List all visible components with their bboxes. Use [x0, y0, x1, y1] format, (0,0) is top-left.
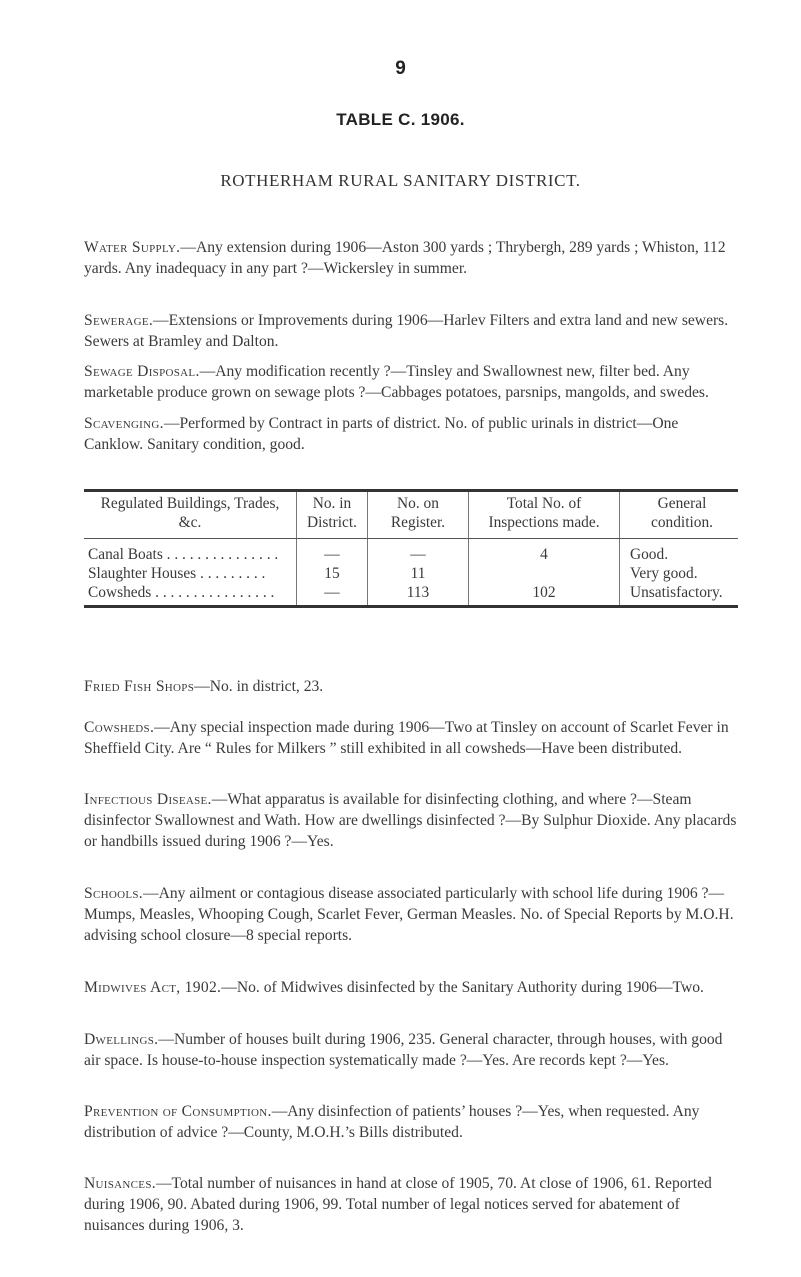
- sewage-disposal-paragraph: [84, 361, 740, 403]
- infectious-disease-heading: Infectious Disease.: [84, 791, 212, 808]
- midwives-text: —No. of Midwives disinfected by the Sanitary Authority during 1906—Two.: [221, 979, 704, 996]
- row-on-register: 11: [368, 564, 469, 583]
- scavenging-heading: Scavenging.: [84, 415, 164, 432]
- scavenging-text: —Performed by Contract in parts of district. No. of public urinals in district—One Canklow. Sanitary condition, good.: [84, 415, 679, 453]
- row-on-register: 113: [368, 583, 469, 607]
- infectious-disease-text: —What apparatus is available for disinfecting clothing, and where ?—Steam disinfector Swallownest and Wath. How are dwellings disinfected ?—By Sulphur Dioxide. Any placards or handbills issued during 1906 ?—Yes.: [84, 791, 737, 850]
- header-in-district: No. in District.: [297, 491, 368, 539]
- header-on-register: No. on Register.: [368, 491, 469, 539]
- schools-text: —Any ailment or contagious disease associated particularly with school life during 1906 ?—Mumps, Measles, Whooping Cough, Scarlet Fever, German Measles. No. of Special Reports by M.O.H. advising school closure—8 special reports.: [84, 885, 734, 944]
- table-row: [84, 539, 738, 565]
- dwellings-paragraph: [84, 1029, 740, 1071]
- row-name: Slaughter Houses . . . . . . . . .: [88, 565, 266, 582]
- header-buildings: Regulated Buildings, Trades, &c.: [84, 491, 297, 539]
- consumption-paragraph: [84, 1101, 740, 1143]
- nuisances-text: —Total number of nuisances in hand at close of 1905, 70. At close of 1906, 61. Reported during 1906, 90. Abated during 1906, 99. Total number of legal notices served for abatement of nuisances during 1906, 3.: [84, 1175, 712, 1234]
- sewerage-heading: Sewerage.: [84, 312, 154, 329]
- row-inspections: [469, 564, 620, 583]
- dwellings-heading: Dwellings.: [84, 1031, 159, 1048]
- water-supply-heading: Water Supply.: [84, 239, 181, 256]
- district-title: ROTHERHAM RURAL SANITARY DISTRICT.: [220, 171, 581, 190]
- midwives-paragraph: [84, 977, 740, 998]
- fried-fish-text: —No. in district, 23.: [194, 678, 324, 695]
- row-on-register: —: [368, 539, 469, 565]
- table-row: [84, 564, 738, 583]
- fried-fish-paragraph: [84, 676, 740, 697]
- header-inspections: Total No. of Inspections made.: [469, 491, 620, 539]
- fried-fish-heading: Fried Fish Shops: [84, 678, 195, 695]
- table-row: [84, 583, 738, 607]
- row-in-district: 15: [297, 564, 368, 583]
- schools-paragraph: [84, 883, 740, 946]
- schools-heading: Schools.: [84, 885, 143, 902]
- midwives-heading: Midwives Act, 1902.: [84, 979, 222, 996]
- row-condition: Unsatisfactory.: [620, 583, 739, 607]
- row-condition: Good.: [620, 539, 739, 565]
- consumption-heading: Prevention of Consumption.: [84, 1103, 272, 1120]
- sewerage-paragraph: [84, 310, 740, 352]
- cowsheds-paragraph: [84, 717, 740, 759]
- dwellings-text: —Number of houses built during 1906, 235. General character, through houses, with good air space. Is house-to-house inspection systematically made ?—Yes. Are records kept ?—Yes.: [84, 1031, 723, 1069]
- row-name: Canal Boats . . . . . . . . . . . . . . .: [88, 546, 279, 563]
- consumption-text: —Any disinfection of patients’ houses ?—Yes, when requested. Any distribution of advice ?—County, M.O.H.’s Bills distributed.: [84, 1103, 700, 1141]
- header-condition: General condition.: [620, 491, 739, 539]
- cowsheds-heading: Cowsheds.: [84, 719, 155, 736]
- sewage-disposal-heading: Sewage Disposal.: [84, 363, 200, 380]
- row-condition: Very good.: [620, 564, 739, 583]
- page-number: 9: [395, 58, 406, 79]
- row-in-district: —: [297, 539, 368, 565]
- row-inspections: 4: [469, 539, 620, 565]
- sewerage-text: —Extensions or Improvements during 1906—Harlev Filters and extra land and new sewers. Sewers at Bramley and Dalton.: [84, 312, 729, 350]
- row-in-district: —: [297, 583, 368, 607]
- row-name: Cowsheds . . . . . . . . . . . . . . . .: [88, 584, 275, 601]
- table-title: TABLE C. 1906.: [336, 110, 465, 129]
- nuisances-paragraph: [84, 1173, 740, 1236]
- regulated-buildings-table: [84, 489, 738, 608]
- water-supply-text: —Any extension during 1906—Aston 300 yards ; Thrybergh, 289 yards ; Whiston, 112 yards. Any inadequacy in any part ?—Wickersley in summer.: [84, 239, 726, 277]
- water-supply-paragraph: [84, 237, 740, 279]
- scavenging-paragraph: [84, 413, 740, 455]
- row-inspections: 102: [469, 583, 620, 607]
- nuisances-heading: Nuisances.: [84, 1175, 156, 1192]
- cowsheds-text: —Any special inspection made during 1906—Two at Tinsley on account of Scarlet Fever in Sheffield City. Are “ Rules for Milkers ” still exhibited in all cowsheds—Have been distributed.: [84, 719, 729, 757]
- sewage-disposal-text: —Any modification recently ?—Tinsley and Swallownest new, filter bed. Any marketable produce grown on sewage plots ?—Cabbages potatoes, parsnips, mangolds, and swedes.: [84, 363, 709, 401]
- table-header-row: [84, 491, 738, 539]
- infectious-disease-paragraph: [84, 789, 740, 852]
